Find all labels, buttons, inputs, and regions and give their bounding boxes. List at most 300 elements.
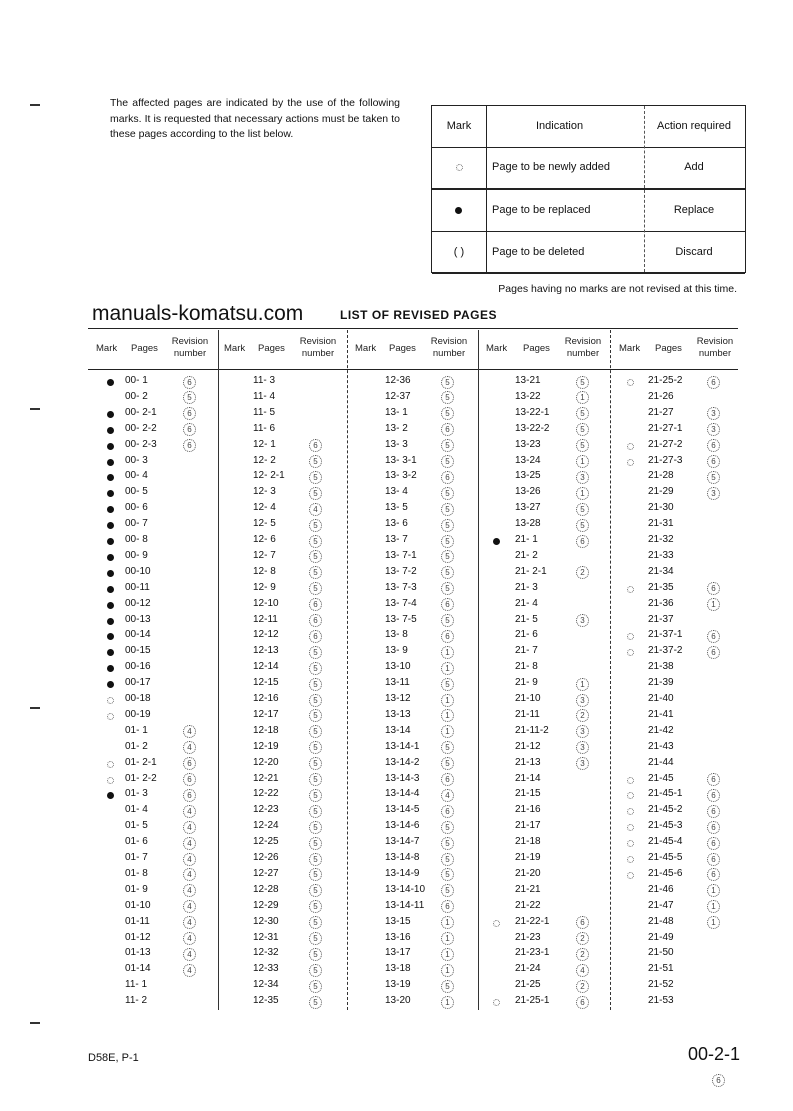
revision-number: 5 bbox=[309, 566, 322, 579]
page-number: 00- 5 bbox=[125, 486, 148, 498]
revision-number: 5 bbox=[441, 550, 454, 563]
page-number: 21-22-1 bbox=[515, 915, 550, 927]
revision-number: 4 bbox=[183, 916, 196, 929]
revision-number: 1 bbox=[576, 678, 589, 691]
revision-number: 6 bbox=[707, 646, 720, 659]
page-number: 12- 7 bbox=[253, 549, 276, 561]
page-number: 21-40 bbox=[648, 693, 674, 704]
page-number: 01- 2-2 bbox=[125, 772, 157, 784]
legend-header-action: Action required bbox=[657, 120, 731, 132]
revision-number: 4 bbox=[183, 932, 196, 945]
page-number: 01-11 bbox=[125, 915, 150, 927]
revision-number: 3 bbox=[576, 741, 589, 754]
revision-number: 3 bbox=[707, 407, 720, 420]
open-circle-icon bbox=[627, 872, 634, 879]
open-circle-icon bbox=[627, 856, 634, 863]
header-revision-number: Revision number bbox=[564, 336, 602, 359]
open-circle-icon bbox=[627, 459, 634, 466]
revision-number: 1 bbox=[576, 455, 589, 468]
revision-number: 4 bbox=[576, 964, 589, 977]
open-circle-icon bbox=[627, 777, 634, 784]
page-number: 13-16 bbox=[385, 931, 411, 943]
header-pages: Pages bbox=[523, 343, 550, 354]
filled-circle-icon bbox=[107, 586, 114, 593]
page-number: 21-16 bbox=[515, 804, 541, 816]
page-number: 12- 2-1 bbox=[253, 470, 285, 482]
revision-number: 5 bbox=[441, 487, 454, 500]
page-number: 21-45-3 bbox=[648, 820, 683, 832]
page-number: 01- 9 bbox=[125, 883, 148, 895]
revision-number: 5 bbox=[309, 535, 322, 548]
page-number: 21-45-5 bbox=[648, 852, 683, 863]
page-number: 01- 7 bbox=[125, 852, 148, 863]
page-number: 13- 7 bbox=[385, 534, 408, 545]
page-number: 00- 2-1 bbox=[125, 406, 157, 418]
page-number: 13- 1 bbox=[385, 406, 408, 418]
revision-number: 5 bbox=[309, 805, 322, 818]
revision-number: 6 bbox=[183, 757, 196, 770]
page-number: 11- 2 bbox=[125, 995, 148, 1007]
page-number: 12-36 bbox=[385, 375, 411, 386]
page-number: 13-10 bbox=[385, 661, 411, 673]
page-number: 21-45-4 bbox=[648, 836, 683, 848]
revision-number: 5 bbox=[576, 439, 589, 452]
revision-number: 5 bbox=[707, 471, 720, 484]
open-circle-icon bbox=[107, 697, 114, 704]
page-number: 00- 3 bbox=[125, 454, 148, 466]
revision-number: 5 bbox=[441, 391, 454, 404]
filled-circle-icon bbox=[107, 411, 114, 418]
page-number: 11- 4 bbox=[253, 390, 276, 402]
revision-number: 5 bbox=[441, 455, 454, 468]
legend-indication: Page to be newly added bbox=[492, 161, 611, 173]
page-number: 13-27 bbox=[515, 502, 541, 514]
open-circle-icon bbox=[456, 164, 463, 171]
page-number: 12- 1 bbox=[253, 438, 276, 450]
page-number: 13- 7-2 bbox=[385, 565, 417, 577]
page-number: 13-26 bbox=[515, 486, 541, 498]
revision-number: 5 bbox=[309, 757, 322, 770]
page-number: 21-43 bbox=[648, 740, 674, 752]
open-circle-icon bbox=[627, 808, 634, 815]
page-number: 12-23 bbox=[253, 804, 279, 816]
revision-number: 6 bbox=[309, 598, 322, 611]
page-number: 11- 3 bbox=[253, 375, 276, 386]
page-number: 00-19 bbox=[125, 708, 151, 720]
page-number: 13-20 bbox=[385, 995, 411, 1007]
filled-circle-icon bbox=[107, 506, 114, 513]
revision-number: 5 bbox=[441, 439, 454, 452]
revision-number: 5 bbox=[441, 503, 454, 516]
page-number: 12-12 bbox=[253, 629, 279, 641]
page-number: 00- 2-2 bbox=[125, 422, 157, 434]
page-number: 00-17 bbox=[125, 677, 151, 689]
revision-number: 5 bbox=[441, 376, 454, 389]
revision-number: 4 bbox=[183, 964, 196, 977]
page-number: 13- 6 bbox=[385, 518, 408, 530]
page-number: 21-25 bbox=[515, 979, 541, 991]
margin-mark bbox=[30, 707, 40, 709]
page-number: 12-34 bbox=[253, 979, 279, 991]
revision-number: 1 bbox=[441, 646, 454, 659]
page-number: 21-35 bbox=[648, 581, 674, 593]
page-number: 13- 7-4 bbox=[385, 597, 417, 609]
page-number: 00- 1 bbox=[125, 375, 148, 386]
page-number: 13-14-7 bbox=[385, 836, 420, 848]
page-number: 21-27-1 bbox=[648, 422, 683, 434]
filled-circle-icon bbox=[455, 207, 462, 214]
revision-number: 4 bbox=[183, 821, 196, 834]
revision-number: 5 bbox=[309, 789, 322, 802]
revision-number: 1 bbox=[441, 996, 454, 1009]
page-number: 21-44 bbox=[648, 756, 674, 768]
page-number: 13-13 bbox=[385, 708, 411, 720]
revision-number: 6 bbox=[441, 805, 454, 818]
page-number: 21- 4 bbox=[515, 597, 538, 609]
revision-number: 6 bbox=[441, 423, 454, 436]
page-number: 01- 2 bbox=[125, 740, 148, 752]
page-number: 13- 2 bbox=[385, 422, 408, 434]
page-number: 00- 6 bbox=[125, 502, 148, 514]
page-number: 00-18 bbox=[125, 693, 151, 704]
page-number: 13-25 bbox=[515, 470, 541, 482]
filled-circle-icon bbox=[493, 538, 500, 545]
page-number: 13- 3-1 bbox=[385, 454, 417, 466]
revision-number: 5 bbox=[309, 980, 322, 993]
page-number: 13-21 bbox=[515, 375, 541, 386]
page-number: 01-12 bbox=[125, 931, 151, 943]
page-number: 21-22 bbox=[515, 899, 541, 911]
page-number: 21-20 bbox=[515, 867, 541, 879]
page-number: 21-27-3 bbox=[648, 454, 683, 466]
page-number: 12- 5 bbox=[253, 518, 276, 530]
filled-circle-icon bbox=[107, 602, 114, 609]
page-number: 12-28 bbox=[253, 883, 279, 895]
revision-number: 6 bbox=[707, 789, 720, 802]
revision-number: 3 bbox=[576, 725, 589, 738]
filled-circle-icon bbox=[107, 649, 114, 656]
page-number: 21- 2 bbox=[515, 549, 538, 561]
revision-number: 6 bbox=[576, 996, 589, 1009]
delete-mark-icon: ( ) bbox=[453, 246, 465, 258]
page-number: 12-35 bbox=[253, 995, 279, 1007]
header-mark: Mark bbox=[486, 343, 508, 354]
legend-table bbox=[431, 105, 746, 273]
revision-number: 6 bbox=[441, 900, 454, 913]
revision-number: 6 bbox=[707, 868, 720, 881]
page-number: 21- 9 bbox=[515, 677, 538, 689]
page-number: 13-14-4 bbox=[385, 788, 420, 800]
column-divider bbox=[218, 330, 219, 1010]
revision-number: 5 bbox=[441, 566, 454, 579]
revision-number: 5 bbox=[441, 821, 454, 834]
page-number: 21-26 bbox=[648, 390, 674, 402]
filled-circle-icon bbox=[107, 633, 114, 640]
page-number: 00-14 bbox=[125, 629, 151, 641]
open-circle-icon bbox=[627, 633, 634, 640]
page-number: 21-37 bbox=[648, 613, 674, 625]
page-number: 13- 3-2 bbox=[385, 470, 417, 482]
margin-mark bbox=[30, 1022, 40, 1024]
revision-number: 1 bbox=[707, 900, 720, 913]
table-header-rule bbox=[88, 369, 738, 370]
page-number: 01-13 bbox=[125, 947, 151, 959]
page-number: 12- 9 bbox=[253, 581, 276, 593]
page-number: 21-37-2 bbox=[648, 645, 683, 657]
revision-number: 1 bbox=[441, 932, 454, 945]
page-number: 12- 3 bbox=[253, 486, 276, 498]
page-number: 21-50 bbox=[648, 947, 674, 959]
page-number: 21-46 bbox=[648, 883, 674, 895]
revision-number: 5 bbox=[441, 884, 454, 897]
revision-number: 5 bbox=[441, 757, 454, 770]
revision-number: 4 bbox=[441, 789, 454, 802]
footer-model: D58E, P-1 bbox=[88, 1052, 139, 1064]
list-title: LIST OF REVISED PAGES bbox=[340, 308, 497, 322]
column-divider bbox=[478, 330, 479, 1010]
filled-circle-icon bbox=[107, 618, 114, 625]
revision-number: 5 bbox=[309, 646, 322, 659]
page-number: 21- 1 bbox=[515, 534, 538, 545]
revision-number: 6 bbox=[183, 439, 196, 452]
page-number: 21-34 bbox=[648, 565, 674, 577]
page-number: 12-17 bbox=[253, 708, 279, 720]
page-number: 21-45-1 bbox=[648, 788, 683, 800]
page-number: 12-32 bbox=[253, 947, 279, 959]
page-number: 12-26 bbox=[253, 852, 279, 863]
page-number: 00- 4 bbox=[125, 470, 148, 482]
page-number: 01- 8 bbox=[125, 867, 148, 879]
intro-paragraph: The affected pages are indicated by the use of the following marks. It is requested that necessary actions must be taken to these pages according to the list below. bbox=[110, 97, 400, 140]
page-number: 21- 7 bbox=[515, 645, 538, 657]
page-number: 21-32 bbox=[648, 534, 674, 545]
page-number: 13- 9 bbox=[385, 645, 408, 657]
page-number: 13-22-1 bbox=[515, 406, 550, 418]
column-divider bbox=[610, 330, 611, 1010]
revision-number: 6 bbox=[309, 439, 322, 452]
legend-row-add bbox=[432, 147, 745, 189]
no-marks-note: Pages having no marks are not revised at this time. bbox=[498, 283, 737, 295]
revision-number: 5 bbox=[441, 519, 454, 532]
legend-indication: Page to be deleted bbox=[492, 246, 585, 258]
open-circle-icon bbox=[493, 920, 500, 927]
revision-number: 5 bbox=[576, 503, 589, 516]
filled-circle-icon bbox=[107, 443, 114, 450]
page-number: 00-15 bbox=[125, 645, 151, 657]
revision-number: 5 bbox=[309, 519, 322, 532]
page-number: 00- 7 bbox=[125, 518, 148, 530]
page-number: 12- 4 bbox=[253, 502, 276, 514]
filled-circle-icon bbox=[107, 474, 114, 481]
page-number: 12-16 bbox=[253, 693, 279, 704]
footer-revision-mark: 6 bbox=[712, 1074, 725, 1087]
page-number: 21-10 bbox=[515, 693, 541, 704]
page-number: 21-39 bbox=[648, 677, 674, 689]
page-number: 13-14-3 bbox=[385, 772, 420, 784]
revision-number: 1 bbox=[707, 598, 720, 611]
open-circle-icon bbox=[107, 777, 114, 784]
header-revision-number: Revision number bbox=[430, 336, 468, 359]
page-number: 13- 3 bbox=[385, 438, 408, 450]
revision-number: 4 bbox=[183, 868, 196, 881]
page-number: 12-25 bbox=[253, 836, 279, 848]
page-number: 21-51 bbox=[648, 963, 674, 975]
page-number: 12-11 bbox=[253, 613, 278, 625]
page-number: 13-14 bbox=[385, 724, 411, 736]
page-number: 12-20 bbox=[253, 756, 279, 768]
revision-number: 1 bbox=[441, 694, 454, 707]
page-number: 00- 9 bbox=[125, 549, 148, 561]
filled-circle-icon bbox=[107, 490, 114, 497]
page-number: 13-22 bbox=[515, 390, 541, 402]
revision-number: 1 bbox=[707, 916, 720, 929]
page-number: 13-24 bbox=[515, 454, 541, 466]
legend-divider bbox=[486, 106, 487, 272]
revision-number: 5 bbox=[309, 916, 322, 929]
page-number: 01- 4 bbox=[125, 804, 148, 816]
page-number: 12-15 bbox=[253, 677, 279, 689]
revision-number: 4 bbox=[183, 741, 196, 754]
revision-number: 3 bbox=[576, 694, 589, 707]
revision-number: 5 bbox=[309, 725, 322, 738]
page-number: 01-14 bbox=[125, 963, 151, 975]
revision-number: 6 bbox=[309, 630, 322, 643]
page-number: 21- 5 bbox=[515, 613, 538, 625]
page-number: 21-45 bbox=[648, 772, 674, 784]
filled-circle-icon bbox=[107, 427, 114, 434]
revision-number: 5 bbox=[309, 455, 322, 468]
legend-row-delete bbox=[432, 231, 745, 274]
revision-number: 1 bbox=[441, 948, 454, 961]
footer-page-number: 00-2-1 bbox=[688, 1044, 741, 1064]
page-number: 13-23 bbox=[515, 438, 541, 450]
revision-number: 1 bbox=[707, 884, 720, 897]
page-number: 00- 8 bbox=[125, 534, 148, 545]
page-number: 21-13 bbox=[515, 756, 541, 768]
revision-number: 5 bbox=[441, 868, 454, 881]
page-number: 13-22-2 bbox=[515, 422, 550, 434]
page-number: 21-45-6 bbox=[648, 867, 683, 879]
revision-number: 5 bbox=[183, 391, 196, 404]
revision-number: 3 bbox=[707, 423, 720, 436]
filled-circle-icon bbox=[107, 554, 114, 561]
margin-mark bbox=[30, 408, 40, 410]
page-number: 21-19 bbox=[515, 852, 541, 863]
revision-number: 2 bbox=[576, 948, 589, 961]
page-number: 21-45-2 bbox=[648, 804, 683, 816]
revision-number: 2 bbox=[576, 932, 589, 945]
filled-circle-icon bbox=[107, 522, 114, 529]
page-number: 21-27-2 bbox=[648, 438, 683, 450]
page-number: 01- 2-1 bbox=[125, 756, 157, 768]
page-number: 21-25-1 bbox=[515, 995, 550, 1007]
page-number: 21-33 bbox=[648, 549, 674, 561]
page-number: 13-14-6 bbox=[385, 820, 420, 832]
revision-number: 5 bbox=[309, 582, 322, 595]
page-number: 13- 7-1 bbox=[385, 549, 417, 561]
header-mark: Mark bbox=[355, 343, 377, 354]
revision-number: 1 bbox=[441, 725, 454, 738]
page-number: 21-28 bbox=[648, 470, 674, 482]
revision-number: 5 bbox=[309, 948, 322, 961]
revision-number: 2 bbox=[576, 980, 589, 993]
filled-circle-icon bbox=[107, 379, 114, 386]
revision-number: 5 bbox=[309, 900, 322, 913]
header-pages: Pages bbox=[655, 343, 682, 354]
revision-number: 5 bbox=[441, 678, 454, 691]
page-number: 13-14-9 bbox=[385, 867, 420, 879]
column-divider bbox=[347, 330, 348, 1010]
revision-number: 6 bbox=[707, 773, 720, 786]
revision-number: 5 bbox=[441, 837, 454, 850]
page-number: 12-29 bbox=[253, 899, 279, 911]
page-number: 21-42 bbox=[648, 724, 674, 736]
page-number: 13- 8 bbox=[385, 629, 408, 641]
revision-number: 5 bbox=[441, 535, 454, 548]
page-number: 21-24 bbox=[515, 963, 541, 975]
revision-number: 6 bbox=[707, 630, 720, 643]
revision-number: 5 bbox=[309, 964, 322, 977]
revision-number: 3 bbox=[576, 614, 589, 627]
page-number: 21- 6 bbox=[515, 629, 538, 641]
revision-number: 6 bbox=[183, 376, 196, 389]
open-circle-icon bbox=[627, 443, 634, 450]
revision-number: 5 bbox=[576, 407, 589, 420]
header-pages: Pages bbox=[389, 343, 416, 354]
page-number: 13-17 bbox=[385, 947, 411, 959]
revision-number: 3 bbox=[576, 471, 589, 484]
table-top-rule bbox=[88, 328, 738, 329]
header-revision-number: Revision number bbox=[299, 336, 337, 359]
page-number: 21-21 bbox=[515, 883, 541, 895]
page-number: 21-11 bbox=[515, 708, 540, 720]
page-number: 13- 7-3 bbox=[385, 581, 417, 593]
header-revision-number: Revision number bbox=[696, 336, 734, 359]
margin-mark bbox=[30, 104, 40, 106]
revision-number: 4 bbox=[183, 900, 196, 913]
header-pages: Pages bbox=[131, 343, 158, 354]
page-number: 12-10 bbox=[253, 597, 279, 609]
revision-number: 5 bbox=[309, 773, 322, 786]
revision-number: 5 bbox=[441, 853, 454, 866]
revision-number: 6 bbox=[441, 598, 454, 611]
header-mark: Mark bbox=[619, 343, 641, 354]
page-number: 12-37 bbox=[385, 390, 411, 402]
page-number: 01- 1 bbox=[125, 724, 148, 736]
revision-number: 5 bbox=[309, 884, 322, 897]
page-number: 13-14-11 bbox=[385, 899, 425, 911]
revision-number: 6 bbox=[576, 916, 589, 929]
revision-number: 5 bbox=[441, 582, 454, 595]
revision-number: 6 bbox=[707, 837, 720, 850]
page-number: 12- 8 bbox=[253, 565, 276, 577]
page-number: 21-53 bbox=[648, 995, 674, 1007]
open-circle-icon bbox=[107, 713, 114, 720]
revision-number: 5 bbox=[309, 662, 322, 675]
page-number: 12-31 bbox=[253, 931, 279, 943]
watermark: manuals-komatsu.com bbox=[92, 302, 304, 325]
revision-number: 5 bbox=[309, 694, 322, 707]
revision-number: 1 bbox=[441, 916, 454, 929]
revision-number: 4 bbox=[183, 884, 196, 897]
revision-number: 5 bbox=[576, 423, 589, 436]
revision-number: 6 bbox=[441, 630, 454, 643]
page-number: 12-30 bbox=[253, 915, 279, 927]
page-number: 12-21 bbox=[253, 772, 279, 784]
revision-number: 6 bbox=[183, 407, 196, 420]
page-number: 11- 5 bbox=[253, 406, 276, 418]
revision-number: 2 bbox=[576, 709, 589, 722]
